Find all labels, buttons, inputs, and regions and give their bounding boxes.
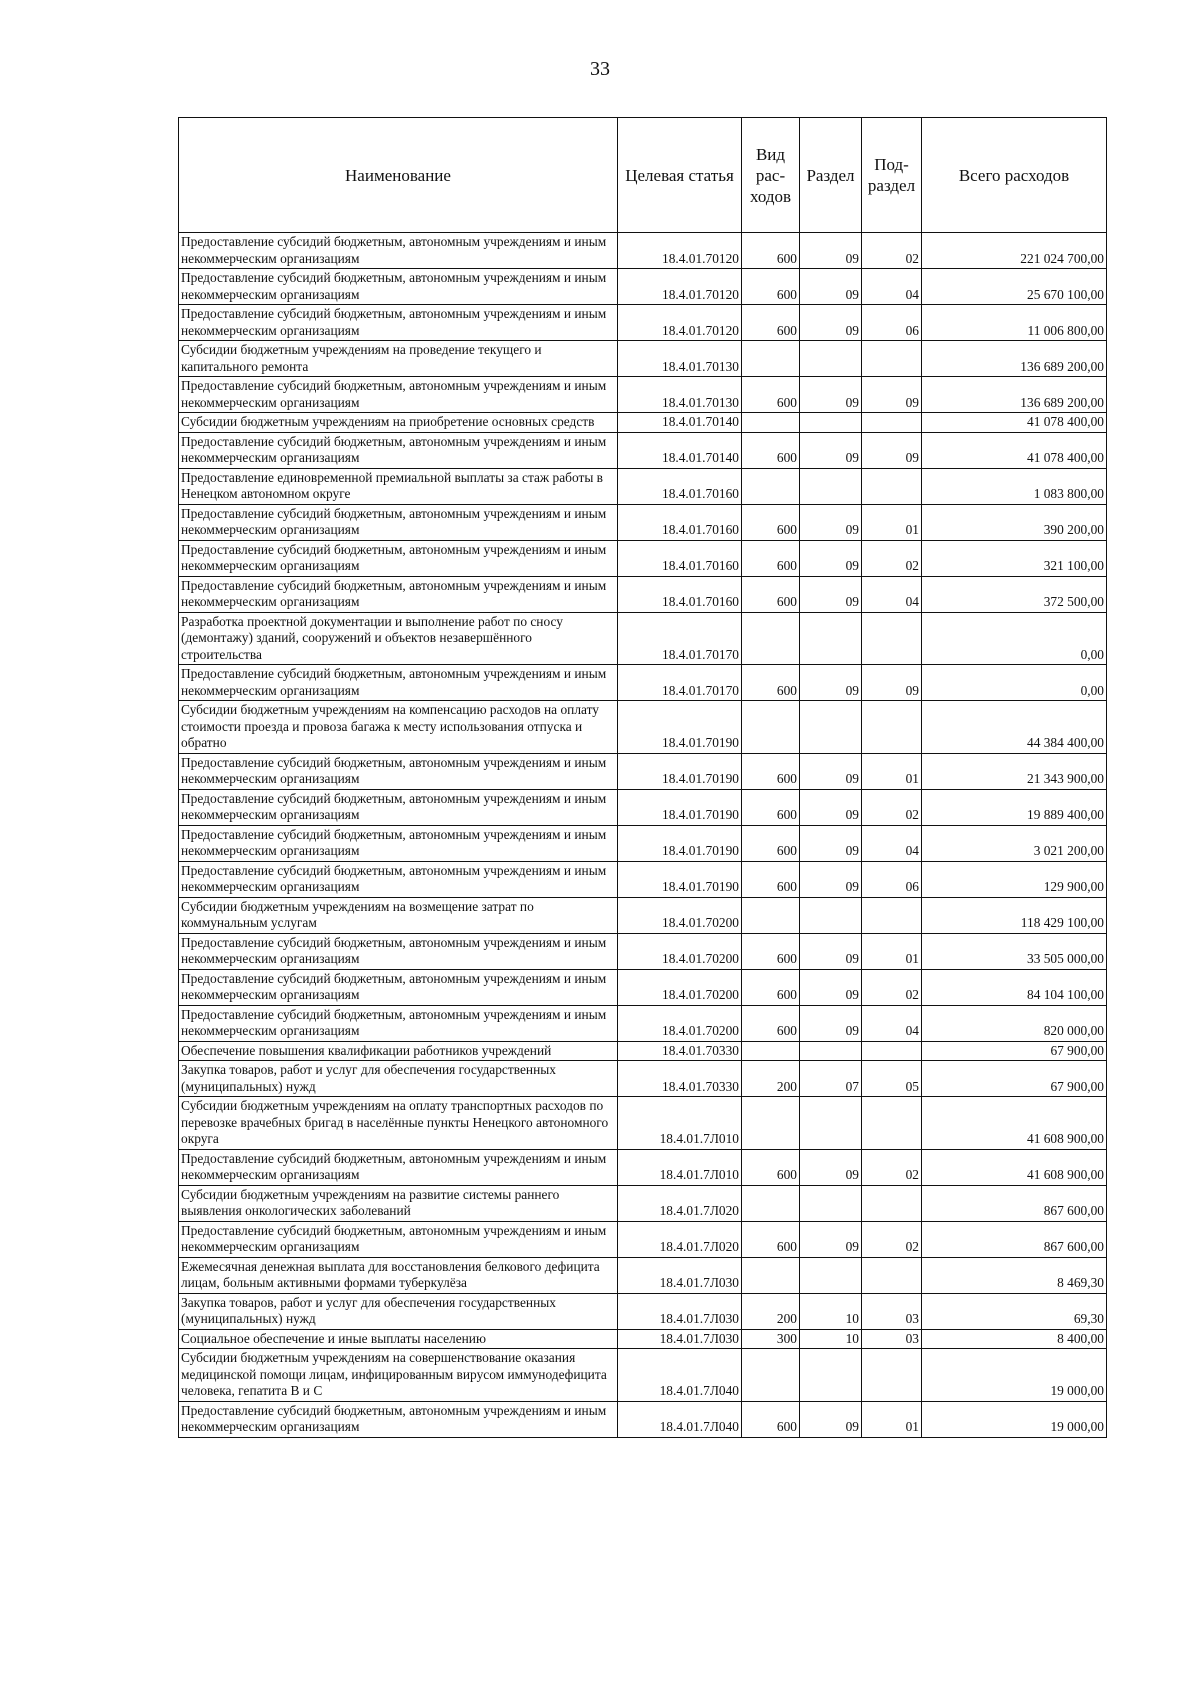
cell-name: Предоставление субсидий бюджетным, автономным учреждениям и иным некоммерческим организациям bbox=[179, 576, 618, 612]
cell-total-amount: 3 021 200,00 bbox=[922, 825, 1107, 861]
cell-section: 09 bbox=[800, 1149, 862, 1185]
cell-target-code: 18.4.01.70140 bbox=[618, 413, 742, 433]
cell-expense-kind: 600 bbox=[742, 1149, 800, 1185]
cell-target-code: 18.4.01.70160 bbox=[618, 468, 742, 504]
cell-name: Предоставление субсидий бюджетным, автономным учреждениям и иным некоммерческим организациям bbox=[179, 753, 618, 789]
cell-total-amount: 118 429 100,00 bbox=[922, 897, 1107, 933]
header-kind-line: рас- bbox=[755, 165, 786, 185]
cell-total-amount: 136 689 200,00 bbox=[922, 377, 1107, 413]
table-row bbox=[179, 1185, 1107, 1221]
cell-subsection: 01 bbox=[862, 504, 922, 540]
cell-expense-kind: 600 bbox=[742, 969, 800, 1005]
cell-section: 09 bbox=[800, 665, 862, 701]
cell-total-amount: 8 400,00 bbox=[922, 1329, 1107, 1349]
cell-section: 09 bbox=[800, 305, 862, 341]
cell-target-code: 18.4.01.70130 bbox=[618, 377, 742, 413]
cell-expense-kind bbox=[742, 1041, 800, 1061]
table-row bbox=[179, 1401, 1107, 1437]
cell-total-amount: 69,30 bbox=[922, 1293, 1107, 1329]
cell-target-code: 18.4.01.7Л010 bbox=[618, 1097, 742, 1150]
cell-total-amount: 390 200,00 bbox=[922, 504, 1107, 540]
cell-section: 09 bbox=[800, 233, 862, 269]
cell-name: Предоставление субсидий бюджетным, автономным учреждениям и иным некоммерческим организациям bbox=[179, 969, 618, 1005]
cell-name: Предоставление субсидий бюджетным, автономным учреждениям и иным некоммерческим организациям bbox=[179, 269, 618, 305]
header-subsection-line: раздел bbox=[867, 176, 916, 195]
cell-expense-kind bbox=[742, 341, 800, 377]
cell-subsection: 04 bbox=[862, 269, 922, 305]
cell-subsection: 09 bbox=[862, 432, 922, 468]
cell-target-code: 18.4.01.7Л030 bbox=[618, 1329, 742, 1349]
cell-section bbox=[800, 468, 862, 504]
cell-subsection bbox=[862, 468, 922, 504]
cell-expense-kind: 200 bbox=[742, 1061, 800, 1097]
table-row bbox=[179, 1293, 1107, 1329]
cell-subsection bbox=[862, 897, 922, 933]
cell-total-amount: 25 670 100,00 bbox=[922, 269, 1107, 305]
cell-name: Разработка проектной документации и выполнение работ по сносу (демонтажу) зданий, сооружений и объектов незавершённого строительства bbox=[179, 612, 618, 665]
cell-section bbox=[800, 1257, 862, 1293]
cell-subsection: 01 bbox=[862, 753, 922, 789]
cell-name: Предоставление субсидий бюджетным, автономным учреждениям и иным некоммерческим организациям bbox=[179, 1221, 618, 1257]
cell-total-amount: 11 006 800,00 bbox=[922, 305, 1107, 341]
cell-target-code: 18.4.01.7Л010 bbox=[618, 1149, 742, 1185]
cell-total-amount: 8 469,30 bbox=[922, 1257, 1107, 1293]
cell-target-code: 18.4.01.70200 bbox=[618, 1005, 742, 1041]
cell-target-code: 18.4.01.70170 bbox=[618, 612, 742, 665]
cell-expense-kind: 200 bbox=[742, 1293, 800, 1329]
cell-subsection bbox=[862, 1185, 922, 1221]
table-row bbox=[179, 1041, 1107, 1061]
header-subsection bbox=[862, 118, 922, 233]
cell-target-code: 18.4.01.70200 bbox=[618, 933, 742, 969]
cell-section: 09 bbox=[800, 269, 862, 305]
cell-subsection bbox=[862, 1041, 922, 1061]
cell-subsection: 05 bbox=[862, 1061, 922, 1097]
cell-name: Субсидии бюджетным учреждениям на оплату транспортных расходов по перевозке врачебных бригад в населённые пункты Ненецкого автономного округа bbox=[179, 1097, 618, 1150]
cell-target-code: 18.4.01.70130 bbox=[618, 341, 742, 377]
cell-target-code: 18.4.01.7Л030 bbox=[618, 1293, 742, 1329]
cell-total-amount: 867 600,00 bbox=[922, 1185, 1107, 1221]
cell-section bbox=[800, 341, 862, 377]
table-row bbox=[179, 233, 1107, 269]
cell-name: Предоставление субсидий бюджетным, автономным учреждениям и иным некоммерческим организациям bbox=[179, 825, 618, 861]
cell-target-code: 18.4.01.7Л040 bbox=[618, 1401, 742, 1437]
cell-total-amount: 321 100,00 bbox=[922, 540, 1107, 576]
cell-section: 07 bbox=[800, 1061, 862, 1097]
cell-section bbox=[800, 1185, 862, 1221]
header-subsection-line: Под- bbox=[874, 155, 909, 174]
cell-section: 09 bbox=[800, 540, 862, 576]
cell-target-code: 18.4.01.70120 bbox=[618, 233, 742, 269]
header-kind-line: Вид bbox=[755, 144, 786, 164]
cell-expense-kind bbox=[742, 1349, 800, 1402]
cell-total-amount: 0,00 bbox=[922, 665, 1107, 701]
table-row bbox=[179, 305, 1107, 341]
cell-target-code: 18.4.01.70160 bbox=[618, 576, 742, 612]
cell-section bbox=[800, 413, 862, 433]
cell-section bbox=[800, 701, 862, 754]
cell-section: 09 bbox=[800, 825, 862, 861]
cell-expense-kind bbox=[742, 1257, 800, 1293]
cell-expense-kind: 300 bbox=[742, 1329, 800, 1349]
header-name: Наименование bbox=[179, 118, 618, 233]
cell-expense-kind: 600 bbox=[742, 540, 800, 576]
table-row bbox=[179, 1149, 1107, 1185]
cell-subsection: 02 bbox=[862, 969, 922, 1005]
cell-target-code: 18.4.01.7Л020 bbox=[618, 1185, 742, 1221]
cell-section: 10 bbox=[800, 1293, 862, 1329]
cell-total-amount: 19 000,00 bbox=[922, 1349, 1107, 1402]
cell-name: Предоставление субсидий бюджетным, автономным учреждениям и иным некоммерческим организациям bbox=[179, 933, 618, 969]
cell-expense-kind bbox=[742, 612, 800, 665]
cell-section: 09 bbox=[800, 753, 862, 789]
cell-name: Закупка товаров, работ и услуг для обеспечения государственных (муниципальных) нужд bbox=[179, 1293, 618, 1329]
cell-name: Предоставление субсидий бюджетным, автономным учреждениям и иным некоммерческим организациям bbox=[179, 1401, 618, 1437]
cell-subsection: 09 bbox=[862, 665, 922, 701]
cell-expense-kind: 600 bbox=[742, 269, 800, 305]
cell-subsection: 02 bbox=[862, 789, 922, 825]
cell-target-code: 18.4.01.70160 bbox=[618, 540, 742, 576]
cell-subsection: 04 bbox=[862, 1005, 922, 1041]
cell-name: Предоставление субсидий бюджетным, автономным учреждениям и иным некоммерческим организациям bbox=[179, 1149, 618, 1185]
cell-expense-kind: 600 bbox=[742, 753, 800, 789]
cell-total-amount: 867 600,00 bbox=[922, 1221, 1107, 1257]
cell-expense-kind: 600 bbox=[742, 789, 800, 825]
cell-subsection bbox=[862, 612, 922, 665]
cell-section: 09 bbox=[800, 1401, 862, 1437]
cell-total-amount: 41 608 900,00 bbox=[922, 1097, 1107, 1150]
cell-subsection: 09 bbox=[862, 377, 922, 413]
cell-subsection bbox=[862, 341, 922, 377]
cell-total-amount: 44 384 400,00 bbox=[922, 701, 1107, 754]
table-row bbox=[179, 933, 1107, 969]
cell-section: 09 bbox=[800, 861, 862, 897]
cell-name: Субсидии бюджетным учреждениям на возмещение затрат по коммунальным услугам bbox=[179, 897, 618, 933]
cell-total-amount: 1 083 800,00 bbox=[922, 468, 1107, 504]
cell-expense-kind: 600 bbox=[742, 933, 800, 969]
table-row bbox=[179, 1349, 1107, 1402]
cell-target-code: 18.4.01.70190 bbox=[618, 753, 742, 789]
table-row bbox=[179, 377, 1107, 413]
table-row bbox=[179, 413, 1107, 433]
cell-expense-kind: 600 bbox=[742, 1401, 800, 1437]
cell-target-code: 18.4.01.70330 bbox=[618, 1061, 742, 1097]
table-row bbox=[179, 341, 1107, 377]
cell-expense-kind bbox=[742, 413, 800, 433]
cell-section bbox=[800, 897, 862, 933]
cell-subsection: 06 bbox=[862, 861, 922, 897]
table-row bbox=[179, 753, 1107, 789]
cell-target-code: 18.4.01.70190 bbox=[618, 861, 742, 897]
cell-total-amount: 129 900,00 bbox=[922, 861, 1107, 897]
cell-expense-kind bbox=[742, 701, 800, 754]
cell-section: 09 bbox=[800, 1221, 862, 1257]
cell-expense-kind: 600 bbox=[742, 576, 800, 612]
cell-subsection: 01 bbox=[862, 933, 922, 969]
cell-name: Предоставление субсидий бюджетным, автономным учреждениям и иным некоммерческим организациям bbox=[179, 504, 618, 540]
cell-target-code: 18.4.01.70160 bbox=[618, 504, 742, 540]
budget-table bbox=[178, 117, 1107, 1438]
cell-name: Ежемесячная денежная выплата для восстановления белкового дефицита лицам, больным активными формами туберкулёза bbox=[179, 1257, 618, 1293]
header-section: Раздел bbox=[800, 118, 862, 233]
cell-total-amount: 67 900,00 bbox=[922, 1041, 1107, 1061]
table-row bbox=[179, 701, 1107, 754]
cell-name: Предоставление субсидий бюджетным, автономным учреждениям и иным некоммерческим организациям bbox=[179, 377, 618, 413]
cell-target-code: 18.4.01.7Л030 bbox=[618, 1257, 742, 1293]
cell-expense-kind: 600 bbox=[742, 504, 800, 540]
cell-subsection bbox=[862, 701, 922, 754]
cell-name: Субсидии бюджетным учреждениям на компенсацию расходов на оплату стоимости проезда и провоза багажа к месту использования отпуска и обратно bbox=[179, 701, 618, 754]
cell-name: Предоставление субсидий бюджетным, автономным учреждениям и иным некоммерческим организациям bbox=[179, 432, 618, 468]
cell-section: 09 bbox=[800, 789, 862, 825]
cell-subsection: 03 bbox=[862, 1293, 922, 1329]
cell-expense-kind bbox=[742, 1185, 800, 1221]
table-row bbox=[179, 468, 1107, 504]
cell-section: 09 bbox=[800, 377, 862, 413]
cell-target-code: 18.4.01.70190 bbox=[618, 701, 742, 754]
cell-section bbox=[800, 1097, 862, 1150]
cell-section: 09 bbox=[800, 933, 862, 969]
cell-target-code: 18.4.01.7Л040 bbox=[618, 1349, 742, 1402]
cell-total-amount: 41 608 900,00 bbox=[922, 1149, 1107, 1185]
table-row bbox=[179, 861, 1107, 897]
cell-total-amount: 19 889 400,00 bbox=[922, 789, 1107, 825]
cell-name: Субсидии бюджетным учреждениям на совершенствование оказания медицинской помощи лицам, инфицированным вирусом иммунодефицита человека, гепатита В и С bbox=[179, 1349, 618, 1402]
cell-section: 09 bbox=[800, 432, 862, 468]
table-row bbox=[179, 540, 1107, 576]
cell-total-amount: 84 104 100,00 bbox=[922, 969, 1107, 1005]
cell-total-amount: 372 500,00 bbox=[922, 576, 1107, 612]
table-row bbox=[179, 1257, 1107, 1293]
table-row bbox=[179, 1097, 1107, 1150]
table-row bbox=[179, 269, 1107, 305]
cell-section: 09 bbox=[800, 576, 862, 612]
table-row bbox=[179, 1061, 1107, 1097]
cell-subsection bbox=[862, 1097, 922, 1150]
table-row bbox=[179, 1329, 1107, 1349]
cell-total-amount: 67 900,00 bbox=[922, 1061, 1107, 1097]
cell-section: 10 bbox=[800, 1329, 862, 1349]
cell-total-amount: 41 078 400,00 bbox=[922, 413, 1107, 433]
table-row bbox=[179, 1221, 1107, 1257]
cell-target-code: 18.4.01.70170 bbox=[618, 665, 742, 701]
cell-subsection bbox=[862, 1257, 922, 1293]
table-row bbox=[179, 665, 1107, 701]
page-number: 33 bbox=[590, 58, 610, 80]
cell-expense-kind: 600 bbox=[742, 665, 800, 701]
table-header-row bbox=[179, 118, 1107, 233]
cell-target-code: 18.4.01.70120 bbox=[618, 269, 742, 305]
cell-total-amount: 21 343 900,00 bbox=[922, 753, 1107, 789]
cell-section bbox=[800, 1349, 862, 1402]
cell-target-code: 18.4.01.70140 bbox=[618, 432, 742, 468]
cell-name: Предоставление субсидий бюджетным, автономным учреждениям и иным некоммерческим организациям bbox=[179, 665, 618, 701]
header-target: Целевая статья bbox=[618, 118, 742, 233]
cell-name: Предоставление субсидий бюджетным, автономным учреждениям и иным некоммерческим организациям bbox=[179, 305, 618, 341]
cell-target-code: 18.4.01.70120 bbox=[618, 305, 742, 341]
cell-section: 09 bbox=[800, 504, 862, 540]
cell-name: Субсидии бюджетным учреждениям на проведение текущего и капитального ремонта bbox=[179, 341, 618, 377]
cell-target-code: 18.4.01.70200 bbox=[618, 897, 742, 933]
cell-subsection: 04 bbox=[862, 576, 922, 612]
cell-subsection: 03 bbox=[862, 1329, 922, 1349]
cell-subsection: 02 bbox=[862, 1149, 922, 1185]
cell-expense-kind bbox=[742, 1097, 800, 1150]
table-row bbox=[179, 789, 1107, 825]
table-body bbox=[179, 233, 1107, 1438]
table-row bbox=[179, 897, 1107, 933]
cell-target-code: 18.4.01.70330 bbox=[618, 1041, 742, 1061]
cell-target-code: 18.4.01.70190 bbox=[618, 789, 742, 825]
cell-expense-kind: 600 bbox=[742, 1221, 800, 1257]
table-row bbox=[179, 576, 1107, 612]
cell-name: Предоставление субсидий бюджетным, автономным учреждениям и иным некоммерческим организациям bbox=[179, 1005, 618, 1041]
cell-name: Закупка товаров, работ и услуг для обеспечения государственных (муниципальных) нужд bbox=[179, 1061, 618, 1097]
cell-name: Предоставление субсидий бюджетным, автономным учреждениям и иным некоммерческим организациям bbox=[179, 861, 618, 897]
cell-expense-kind: 600 bbox=[742, 1005, 800, 1041]
cell-target-code: 18.4.01.7Л020 bbox=[618, 1221, 742, 1257]
cell-subsection: 06 bbox=[862, 305, 922, 341]
cell-expense-kind: 600 bbox=[742, 377, 800, 413]
cell-total-amount: 33 505 000,00 bbox=[922, 933, 1107, 969]
cell-name: Предоставление субсидий бюджетным, автономным учреждениям и иным некоммерческим организациям bbox=[179, 233, 618, 269]
cell-section: 09 bbox=[800, 969, 862, 1005]
cell-expense-kind: 600 bbox=[742, 825, 800, 861]
cell-expense-kind: 600 bbox=[742, 233, 800, 269]
cell-subsection: 04 bbox=[862, 825, 922, 861]
cell-section bbox=[800, 612, 862, 665]
cell-section: 09 bbox=[800, 1005, 862, 1041]
cell-name: Субсидии бюджетным учреждениям на приобретение основных средств bbox=[179, 413, 618, 433]
header-kind bbox=[742, 118, 800, 233]
table-row bbox=[179, 432, 1107, 468]
cell-subsection: 02 bbox=[862, 540, 922, 576]
table-row bbox=[179, 1005, 1107, 1041]
cell-section bbox=[800, 1041, 862, 1061]
cell-expense-kind bbox=[742, 897, 800, 933]
cell-subsection bbox=[862, 1349, 922, 1402]
cell-total-amount: 221 024 700,00 bbox=[922, 233, 1107, 269]
cell-target-code: 18.4.01.70190 bbox=[618, 825, 742, 861]
cell-expense-kind: 600 bbox=[742, 432, 800, 468]
cell-subsection: 01 bbox=[862, 1401, 922, 1437]
cell-expense-kind: 600 bbox=[742, 861, 800, 897]
cell-total-amount: 19 000,00 bbox=[922, 1401, 1107, 1437]
cell-subsection: 02 bbox=[862, 1221, 922, 1257]
cell-expense-kind bbox=[742, 468, 800, 504]
cell-name: Предоставление субсидий бюджетным, автономным учреждениям и иным некоммерческим организациям bbox=[179, 789, 618, 825]
cell-target-code: 18.4.01.70200 bbox=[618, 969, 742, 1005]
cell-name: Предоставление единовременной премиальной выплаты за стаж работы в Ненецком автономном округе bbox=[179, 468, 618, 504]
cell-subsection: 02 bbox=[862, 233, 922, 269]
cell-total-amount: 0,00 bbox=[922, 612, 1107, 665]
cell-total-amount: 41 078 400,00 bbox=[922, 432, 1107, 468]
cell-name: Предоставление субсидий бюджетным, автономным учреждениям и иным некоммерческим организациям bbox=[179, 540, 618, 576]
cell-total-amount: 820 000,00 bbox=[922, 1005, 1107, 1041]
table-row bbox=[179, 825, 1107, 861]
table-row bbox=[179, 504, 1107, 540]
cell-subsection bbox=[862, 413, 922, 433]
cell-name: Субсидии бюджетным учреждениям на развитие системы раннего выявления онкологических заболеваний bbox=[179, 1185, 618, 1221]
header-kind-line: ходов bbox=[749, 186, 792, 206]
table-row bbox=[179, 612, 1107, 665]
header-total: Всего расходов bbox=[922, 118, 1107, 233]
cell-total-amount: 136 689 200,00 bbox=[922, 341, 1107, 377]
table-row bbox=[179, 969, 1107, 1005]
cell-name: Обеспечение повышения квалификации работников учреждений bbox=[179, 1041, 618, 1061]
cell-expense-kind: 600 bbox=[742, 305, 800, 341]
cell-name: Социальное обеспечение и иные выплаты населению bbox=[179, 1329, 618, 1349]
